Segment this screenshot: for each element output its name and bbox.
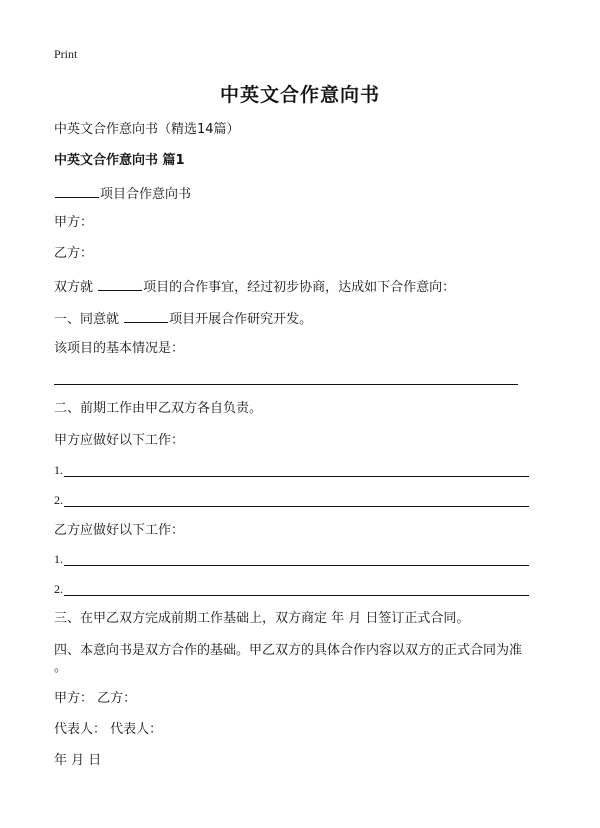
- party-a-work-row-2[interactable]: [54, 492, 529, 510]
- row-number: 2.: [54, 493, 63, 507]
- party-a-work-label: 甲方应做好以下工作：: [54, 433, 185, 448]
- item-4-line-1: 四、本意向书是双方合作的基础。甲乙双方的具体合作内容以双方的正式合同为准: [54, 643, 523, 658]
- document-subtitle: 中英文合作意向书（精选14篇）: [54, 122, 240, 137]
- party-b-work-row-1[interactable]: [54, 551, 529, 569]
- intro-prefix: 双方就: [54, 280, 98, 295]
- party-b-work-row-2[interactable]: [54, 581, 529, 599]
- row-number: 1.: [54, 552, 63, 566]
- party-b-work-label: 乙方应做好以下工作：: [54, 523, 185, 538]
- row-number: 2.: [54, 582, 63, 596]
- party-b-label: 乙方：: [54, 246, 94, 261]
- section-heading: 中英文合作意向书 篇1: [54, 153, 185, 168]
- project-title-suffix: 项目合作意向书: [100, 187, 192, 202]
- sign-date-line: 年 月 日: [54, 753, 102, 768]
- project-title-line: [54, 184, 191, 204]
- fill-line: [64, 476, 529, 477]
- item-1-line: [54, 309, 312, 329]
- row-number: 1.: [54, 463, 63, 477]
- fill-line: [64, 595, 529, 596]
- project-name-blank[interactable]: [55, 184, 99, 198]
- document-title: 中英文合作意向书: [219, 84, 380, 106]
- party-a-work-row-1[interactable]: [54, 462, 529, 480]
- party-a-label: 甲方：: [54, 215, 94, 230]
- intro-line: [54, 277, 455, 297]
- item-3-line: 三、在甲乙双方完成前期工作基础上，双方商定 年 月 日签订正式合同。: [54, 611, 470, 626]
- print-link[interactable]: Print: [54, 47, 78, 61]
- item-1-prefix: 一、同意就: [54, 312, 124, 327]
- fill-line: [64, 565, 529, 566]
- sign-parties-line: 甲方： 乙方：: [54, 691, 137, 706]
- basic-info-label: 该项目的基本情况是：: [54, 341, 185, 356]
- sign-representatives-line: 代表人： 代表人：: [54, 722, 163, 737]
- fill-line: [64, 506, 529, 507]
- basic-info-fill-line[interactable]: [54, 384, 518, 385]
- intro-project-blank[interactable]: [98, 277, 142, 291]
- item-4-line-2: 。: [54, 660, 68, 675]
- item-1-suffix: 项目开展合作研究开发。: [169, 312, 313, 327]
- item-2-line: 二、前期工作由甲乙双方各自负责。: [54, 401, 263, 416]
- item-1-project-blank[interactable]: [124, 309, 168, 323]
- intro-suffix: 项目的合作事宜，经过初步协商，达成如下合作意向：: [143, 280, 456, 295]
